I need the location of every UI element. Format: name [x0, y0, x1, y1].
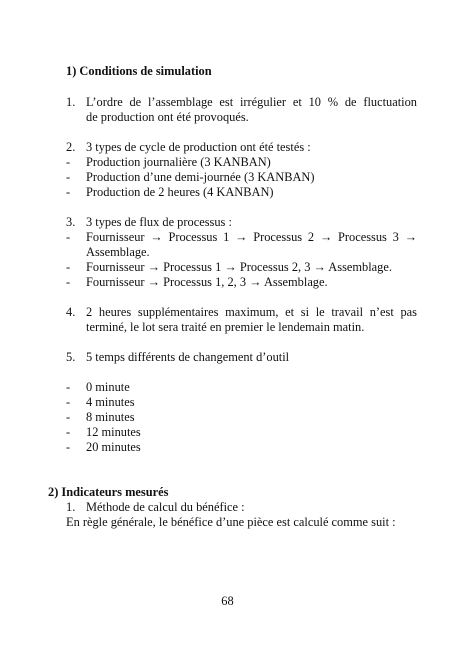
item-3-number: 3.	[66, 215, 76, 229]
item-4-line-1: 2 heures supplémentaires maximum, et si le travail n’est pas	[86, 305, 417, 319]
cycle-bullet: Production journalière (3 KANBAN)	[86, 155, 271, 169]
time-item: 8 minutes	[86, 410, 135, 424]
dash: -	[66, 380, 71, 394]
item-4-line-2: terminé, le lot sera traité en premier le lendemain matin.	[86, 320, 365, 334]
dash: -	[66, 170, 71, 184]
time-item: 4 minutes	[86, 395, 135, 409]
time-item: 20 minutes	[86, 440, 141, 454]
item-2-intro: 3 types de cycle de production ont été testés :	[86, 140, 311, 154]
time-item: 12 minutes	[86, 425, 141, 439]
item-5-text: 5 temps différents de changement d’outil	[86, 350, 290, 364]
item-1-number: 1.	[66, 95, 76, 109]
dash: -	[66, 395, 71, 409]
flow-bullet-1-line-2: Assemblage.	[86, 245, 150, 259]
dash: -	[66, 260, 71, 274]
dash: -	[66, 230, 71, 244]
cycle-bullet: Production d’une demi-journée (3 KANBAN)	[86, 170, 315, 184]
flow-bullet-3: Fournisseur → Processus 1, 2, 3 → Assemblage.	[86, 275, 328, 289]
flow-bullet-1-line-1: Fournisseur → Processus 1 → Processus 2 → Processus 3 →	[86, 230, 417, 244]
section-2-heading: 2) Indicateurs mesurés	[48, 485, 169, 499]
item-3-intro: 3 types de flux de processus :	[86, 215, 232, 229]
section-2-paragraph: En règle générale, le bénéfice d’une pièce est calculé comme suit :	[66, 515, 396, 529]
dash: -	[66, 440, 71, 454]
time-item: 0 minute	[86, 380, 130, 394]
dash: -	[66, 155, 71, 169]
flow-bullet-2: Fournisseur → Processus 1 → Processus 2, 3 → Assemblage.	[86, 260, 392, 274]
cycle-bullet: Production de 2 heures (4 KANBAN)	[86, 185, 274, 199]
item-1-line-1: L’ordre de l’assemblage est irrégulier et 10 % de fluctuation	[86, 95, 417, 109]
dash: -	[66, 425, 71, 439]
section-2-item-1-text: Méthode de calcul du bénéfice :	[86, 500, 245, 514]
dash: -	[66, 185, 71, 199]
item-1-line-2: de production ont été provoqués.	[86, 110, 249, 124]
item-2-number: 2.	[66, 140, 76, 154]
dash: -	[66, 410, 71, 424]
item-4-number: 4.	[66, 305, 76, 319]
section-1-heading: 1) Conditions de simulation	[66, 64, 212, 78]
item-5-number: 5.	[66, 350, 76, 364]
page-number: 68	[221, 594, 234, 608]
section-2-item-1-number: 1.	[66, 500, 76, 514]
dash: -	[66, 275, 71, 289]
